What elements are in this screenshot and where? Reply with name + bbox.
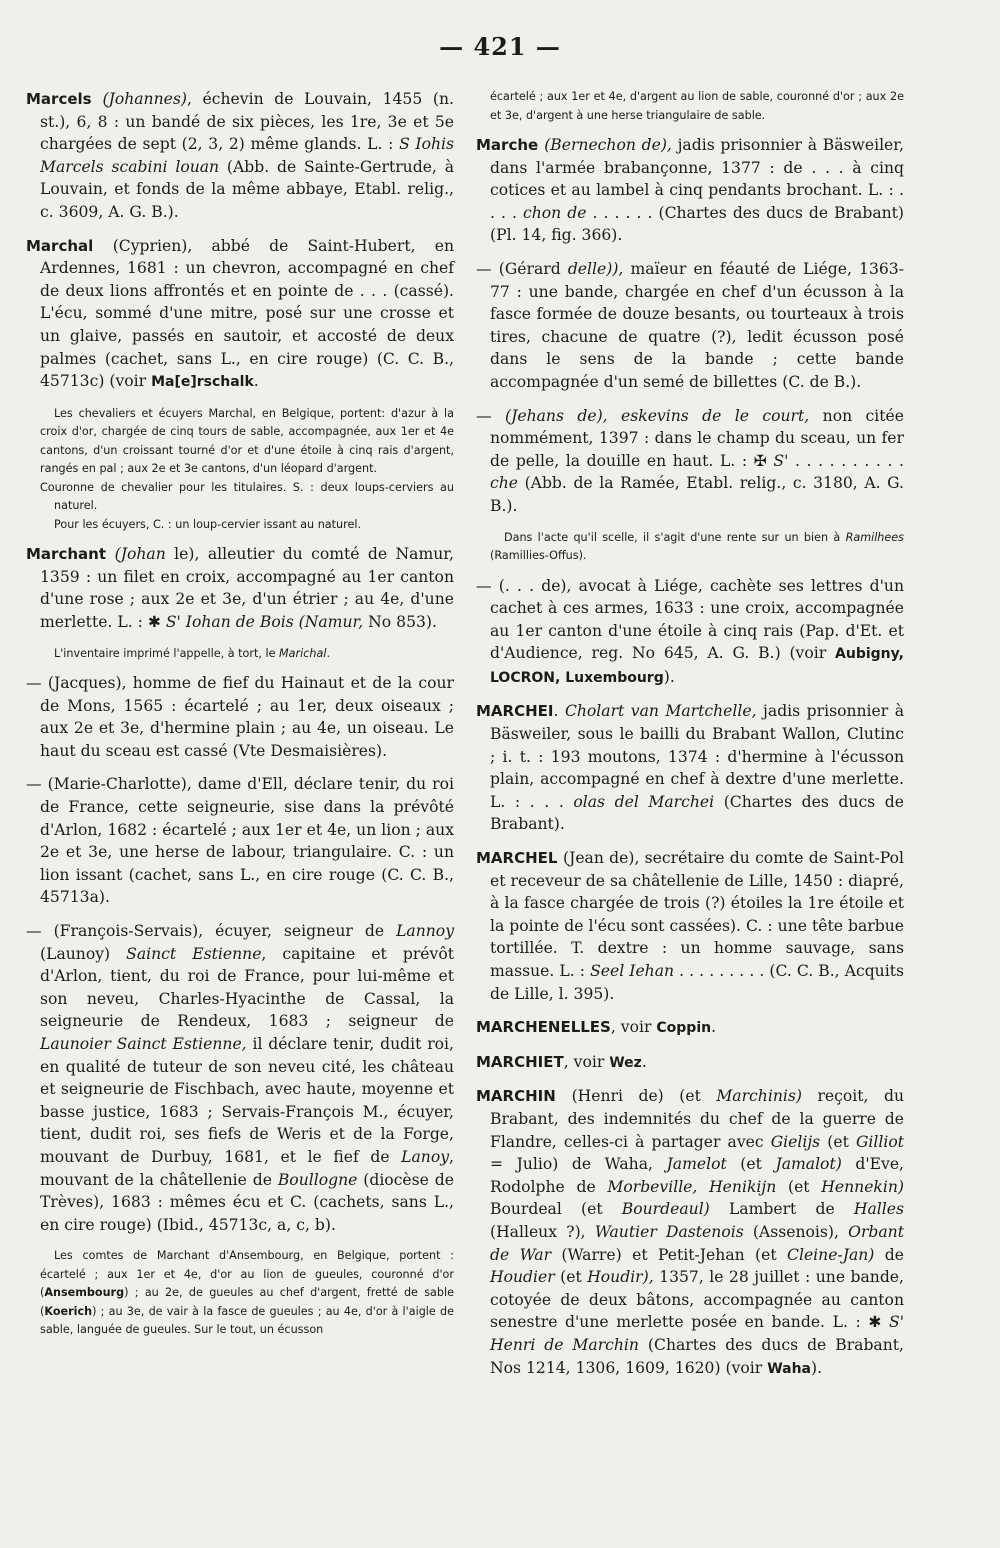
text-run: = Julio) de Waha, <box>490 1155 667 1174</box>
text-run: d'Eve, Rodolphe de <box>490 1155 904 1196</box>
text-run: (Launoy) <box>40 944 127 963</box>
footnote <box>476 529 904 566</box>
armorial-entry <box>476 847 904 1005</box>
footnote <box>26 405 454 535</box>
text-run: . <box>326 646 331 660</box>
text-run: (Cyprien), abbé de Saint-Hubert, en Ardennes, 1681 : un chevron, accompagné en chef de deux lions affrontés et en pointe de . . . (cassé). L'écu, sommé d'une mitre, posé sur une crosse et un glaive, passés en sautoir, et accosté de deux palmes (cachet, sans L., en cire rouge) (C. C. B., 45713c) (voir <box>40 236 454 391</box>
text-run: il déclare tenir, dudit roi, en qualité de tuteur de son neveu cité, les château et seigneurie de Fischbach, avec haute, moyenne et basse justice, 1683 ; Servais-François M., écuyer, tient, dudit roi, ses fiefs de Weris et de la Forge, mouvant de Durbuy, 1681, et le fief de <box>40 1035 454 1166</box>
text-run: (Jehans de), eskevins de le court, <box>505 406 810 425</box>
text-run: (Henri de) (et <box>571 1087 717 1106</box>
text-run: (et <box>776 1177 822 1196</box>
footnote-paragraph <box>490 88 904 125</box>
armorial-entry <box>476 405 904 518</box>
text-run: écartelé ; aux 1er et 4e, d'argent au lion de sable, couronné d'or ; aux 2e et 3e, d'argent à une herse triangulaire de sable. <box>490 90 904 122</box>
footnote-paragraph <box>40 1247 454 1340</box>
armorial-entry <box>26 672 454 762</box>
text-run: Sainct Estienne <box>126 944 262 963</box>
text-run: , échevin de Louvain, 1455 (n. st.), 6, 8 : un bandé de six pièces, les 1re, 3e et 5e chargées de sept (2, 3, 2) même glands. L. : <box>40 90 454 154</box>
entry-headword: MARCHEI <box>476 702 554 721</box>
text-run: Seel Iehan <box>590 962 675 980</box>
text-run: Launoier Sainct Estienne, <box>40 1035 247 1053</box>
text-run: ) ; au 2e, de gueules au chef d'argent, fretté de sable ( <box>40 1286 454 1318</box>
armorial-entry <box>476 575 904 690</box>
text-run: Ansembourg <box>44 1286 125 1300</box>
text-run: . <box>253 372 259 391</box>
text-run: . . . . . . (Chartes des ducs de Brabant) (Pl. 14, fig. 366). <box>490 203 905 245</box>
cross-reference: Aubigny, LOCRON, Luxembourg <box>490 646 904 686</box>
text-run: , voir <box>563 1052 610 1071</box>
text-run: le), alleutier du comté de Namur, 1359 : un filet en croix, accompagné au 1er canton d'une rose ; aux 2e et 3e, d'un étrier ; au 4e, d'une merlette. L. : ✱ <box>40 545 454 631</box>
cross-reference: Ma[e]rschalk <box>151 374 254 391</box>
text-run: Bourdeaul) <box>621 1200 710 1219</box>
text-run: Ramilhees <box>845 530 904 544</box>
armorial-entry <box>26 773 454 909</box>
footnote-paragraph <box>40 479 454 516</box>
text-run: . . . . . . . . . (C. C. B., Acquits de Lille, l. 395). <box>490 962 904 1003</box>
footnote <box>26 1247 454 1340</box>
text-run: Bourdeal (et <box>490 1200 622 1219</box>
entry-headword: Marchal <box>26 236 113 255</box>
text-run: Jamelot <box>666 1155 727 1174</box>
text-run: olas del Marchei <box>573 792 715 811</box>
text-run: (Abb. de Sainte-Gertrude, à Louvain, et fonds de la même abbaye, Etabl. relig., c. 3609, A. G. B.). <box>40 157 455 221</box>
text-run: Gilliot <box>855 1132 904 1151</box>
text-run: L'inventaire imprimé l'appelle, à tort, le <box>54 646 280 660</box>
entry-headword: MARCHIN <box>476 1087 572 1106</box>
text-run: (diocèse de Trèves), 1683 : mêmes écu et C. (cachets, sans L., en cire rouge) (Ibid., 45713c, a, c, b). <box>40 1170 454 1234</box>
text-run: (Halleux ?), <box>490 1222 595 1241</box>
text-run: ). <box>663 667 675 686</box>
cross-reference: Waha <box>767 1360 812 1377</box>
entry-headword: Marchant <box>26 545 115 564</box>
text-run: , capitaine et prévôt d'Arlon, tient, du roi de France, pour lui-même et son neveu, Charles-Hyacinthe de Cassal, la seigneurie de Rendeux, 1683 ; seigneur de <box>40 944 454 1031</box>
text-run: Dans l'acte qu'il scelle, il s'agit d'une rente sur un bien à <box>504 530 846 544</box>
text-run: — (Gérard <box>476 259 568 278</box>
text-run: ) ; au 3e, de vair à la fasce de gueules ; au 4e, d'or à l'aigle de sable, languée de gueules. Sur le tout, un écusson <box>40 1304 454 1337</box>
text-run: (Chartes des ducs de Brabant). <box>490 792 904 834</box>
text-run: Marchinis) <box>716 1087 802 1106</box>
armorial-entry <box>26 235 454 394</box>
text-run: (et <box>820 1132 856 1151</box>
text-run: Pour les écuyers, C. : un loup-cervier issant au naturel. <box>54 517 362 531</box>
text-run: Houdir), <box>587 1268 654 1287</box>
text-run: Jamalot) <box>775 1155 842 1174</box>
entry-headword: MARCHEL <box>476 849 563 868</box>
text-run: — <box>476 406 505 425</box>
text-run: de <box>874 1245 904 1264</box>
text-run: Les chevaliers et écuyers Marchal, en Belgique, portent: d'azur à la croix d'or, chargée de cinq tours de sable, accompagnée, aux 1er et 4e cantons, d'un croissant tourné d'or et d'une étoile à cinq rais d'argent, rangés en pal ; aux 2e et 3e cantons, d'un léopard d'argent. <box>40 406 454 476</box>
text-run: maïeur en féauté de Liége, 1363-77 : une bande, chargée en chef d'un écusson à la fasce formée de douze besants, ou tourteaux à trois tires, chacune de quatre (?), ledit écusson posé dans le sens de la bande ; cette bande accompagnée d'un semé de billettes (C. de B.). <box>490 259 904 391</box>
text-run: Lannoy <box>396 922 454 941</box>
text-run: non citée nommément, 1397 : dans le champ du sceau, un fer de pelle, la douille en haut. L. : ✠ <box>490 406 904 470</box>
armorial-entry <box>26 920 454 1236</box>
text-run: Couronne de chevalier pour les titulaires. S. : deux loups-cerviers au naturel. <box>40 480 454 513</box>
text-run: (Johan <box>114 545 166 564</box>
entry-headword: Marche <box>476 136 545 154</box>
text-run: Morbeville, Henikijn <box>607 1177 777 1196</box>
text-run: (Warre) et Petit-Jehan (et <box>551 1245 788 1264</box>
footnote-paragraph <box>490 529 904 566</box>
entry-headword: Marcels <box>26 90 103 108</box>
entry-headword: MARCHIET <box>476 1052 564 1071</box>
text-run: Gielijs <box>770 1132 821 1151</box>
text-run: — (François-Servais), écuyer, seigneur de <box>26 922 397 941</box>
page-number: — 421 — <box>439 32 561 61</box>
text-run: Hennekin) <box>821 1177 904 1196</box>
text-run: Cleine-Jan) <box>787 1245 875 1264</box>
text-run: (Abb. de la Ramée, Etabl. relig., c. 3180, A. G. B.). <box>490 474 904 515</box>
text-run: — (. . . de), avocat à Liége, cachète ses lettres d'un cachet à ces armes, 1633 : une croix, accompagnée au 1er canton d'une étoile à cinq rais (Pap. d'Et. et d'Audience, reg. No 645, A. G. B.) (voir <box>476 576 904 663</box>
entry-headword: MARCHENELLES <box>476 1018 611 1037</box>
text-run: (et <box>554 1268 588 1287</box>
armorial-entry <box>476 1085 904 1380</box>
text-run: Lanoy <box>401 1147 450 1166</box>
text-run: Halles <box>853 1200 905 1219</box>
text-run: 1357, le 28 juillet : une bande, cotoyée de deux bâtons, accompagnée au canton senestre d'une merlette posée en bande. L. : ✱ <box>490 1268 904 1332</box>
armorial-entry <box>476 1016 904 1040</box>
text-run: Koerich <box>44 1304 93 1318</box>
text-run: Boullogne <box>277 1170 358 1189</box>
text-run: (Johannes) <box>102 90 187 108</box>
armorial-entry <box>476 258 904 394</box>
text-run: Marichal <box>279 646 327 660</box>
text-run: , mouvant de la châtellenie de <box>40 1147 454 1189</box>
text-run: (Jean de), secrétaire du comte de Saint-Pol et receveur de sa châtellenie de Lille, 1450 : diapré, à la fasce chargée de trois (?) étoiles la 1re étoile et la pointe de l'écu sont cassées). C. : une tête barbue tortillée. T. dextre : un homme sauvage, sans massue. L. : <box>490 849 904 980</box>
cross-reference: Coppin <box>656 1020 712 1037</box>
text-run: (et <box>726 1155 776 1174</box>
text-run: Cholart van Martchelle, <box>564 702 757 721</box>
text-run: S' Henri de Marchin <box>490 1313 904 1354</box>
text-run: Lambert de <box>709 1200 854 1219</box>
text-run: . <box>553 702 565 721</box>
armorial-entry <box>476 134 904 247</box>
left-column <box>26 88 454 1349</box>
footnote <box>476 88 904 125</box>
text-run: No 853). <box>363 613 437 631</box>
footnote-paragraph <box>40 645 454 664</box>
footnote <box>26 645 454 664</box>
text-run: jadis prisonnier à Bäsweiler, sous le bailli du Brabant Wallon, Clutinc ; i. t. : 193 moutons, 1374 : d'hermine à l'écusson plain, accompagné en chef à dextre d'une merlette. L. : . . . <box>490 702 904 811</box>
text-run: che <box>490 474 519 493</box>
armorial-entry <box>26 88 454 224</box>
armorial-entry <box>26 543 454 633</box>
armorial-entry <box>476 700 904 836</box>
text-run: Wautier Dastenois <box>594 1222 744 1241</box>
text-run: chon de <box>523 203 587 222</box>
text-run: S' Iohan de Bois (Namur, <box>165 613 364 631</box>
footnote-paragraph <box>40 405 454 479</box>
text-run: (Assenois), <box>743 1222 849 1241</box>
text-run: . <box>641 1052 647 1071</box>
right-column <box>476 88 904 1391</box>
text-run: (Ramillies-Offus). <box>490 549 587 562</box>
text-run: Orbant de War <box>490 1222 904 1264</box>
text-run: . . . . . . . . . . <box>788 451 904 470</box>
text-run: jadis prisonnier à Bäsweiler, dans l'armée brabançonne, 1377 : de . . . à cinq cotices et au lambel à cinq pendants brochant. L. : . . . . <box>490 136 904 222</box>
footnote-paragraph <box>40 516 454 535</box>
text-run: (Chartes des ducs de Brabant, Nos 1214, 1306, 1609, 1620) (voir <box>490 1335 904 1377</box>
text-run: — (Jacques), homme de fief du Hainaut et de la cour de Mons, 1565 : écartelé ; au 1er, deux oiseaux ; aux 2e et 3e, d'hermine plain ; au 4e, un oiseau. Le haut du sceau est cassé (Vte Desmaisières). <box>26 674 454 760</box>
text-run: . <box>711 1018 717 1037</box>
armorial-entry <box>476 1051 904 1075</box>
text-run: delle)), <box>567 259 624 278</box>
text-run: ). <box>811 1358 823 1377</box>
text-run: Les comtes de Marchant d'Ansembourg, en Belgique, portent : écartelé ; aux 1er et 4e, d'or au lion de gueules, couronné d'or ( <box>40 1249 454 1300</box>
text-run: — (Marie-Charlotte), dame d'Ell, déclare tenir, du roi de France, cette seigneurie, sise dans la prévôté d'Arlon, 1682 : écartelé ; aux 1er et 4e, un lion ; aux 2e et 3e, une herse de labour, triangulaire. C. : un lion issant (cachet, sans L., en cire rouge (C. C. B., 45713a). <box>26 775 454 907</box>
text-run: S Iohis Marcels scabini louan <box>40 135 454 176</box>
text-run: (Bernechon de), <box>544 136 672 154</box>
cross-reference: Wez <box>609 1054 642 1071</box>
text-run: reçoit, du Brabant, des indemnités du chef de la guerre de Flandre, celles-ci à partager avec <box>490 1087 904 1151</box>
text-run: S' <box>773 451 789 470</box>
text-run: Houdier <box>490 1268 555 1287</box>
text-run: , voir <box>610 1018 657 1037</box>
